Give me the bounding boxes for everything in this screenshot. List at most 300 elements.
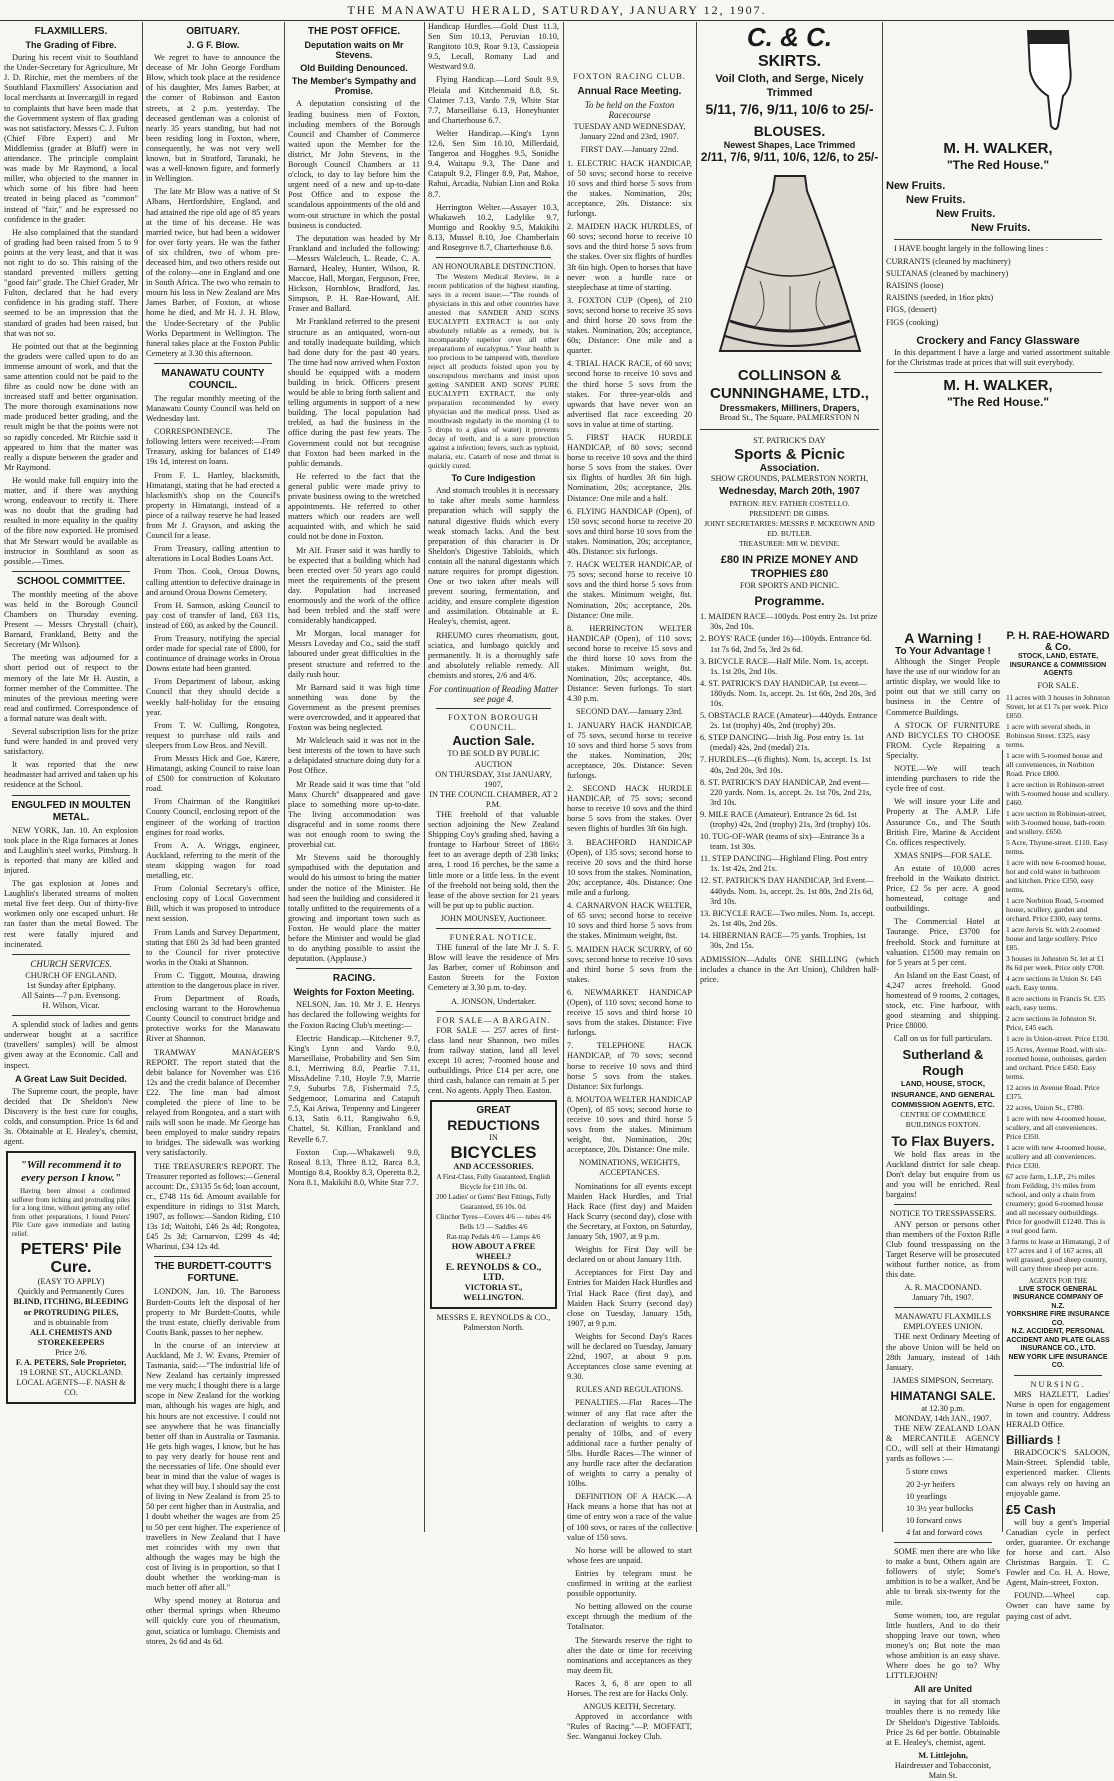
- article-paragraph: THE next Ordinary Meeting of the above Union will be held on 28th January, instead of 14th January.: [886, 1332, 1000, 1372]
- divider: [12, 1015, 130, 1016]
- skirts-price: 5/11, 7/6, 9/11, 10/6 to 25/-: [705, 101, 874, 117]
- blouses-heading: BLOUSES.: [753, 123, 826, 139]
- article-paragraph: From C. Tiggott, Moutoa, drawing attention to the dangerous place in river.: [146, 970, 280, 990]
- bike-line: A First-Class, Fully Guaranteed, English Bicycle for £10 10s. 0d.: [436, 1172, 551, 1191]
- article-paragraph: In this department I have a large and varied assortment suitable for the Christmas trade at prices that will suit everybody.: [886, 347, 1110, 367]
- rules-heading: RULES AND REGULATIONS.: [575, 1385, 684, 1395]
- bike-bicycles: BICYCLES: [450, 1142, 537, 1162]
- article-paragraph: NOTE.—We will teach intending purchasers to ride the cycle free of cost.: [886, 764, 1000, 794]
- littlejohn-address: Hairdresser and Tobacconist, Main St.: [894, 1760, 992, 1780]
- property-item: 1 acre section in Robinson-street, with 3-roomed house, bath-room and scullery. £650.: [1006, 808, 1107, 836]
- united-heading: All are United: [913, 1684, 972, 1695]
- sale-list: [886, 1467, 1000, 1538]
- collinson-name: COLLINSON & CUNNINGHAME, LTD.,: [710, 367, 869, 403]
- column-7: [886, 630, 1000, 1780]
- programme-item: 5. OBSTACLE RACE (Amateur)—440yds. Entrance 2s. 1st (trophy) 40s, 2nd (trophy) 20s.: [700, 711, 878, 731]
- flax-buyers-heading: To Flax Buyers.: [891, 1132, 995, 1149]
- bike-footer: MESSRS E. REYNOLDS & CO., Palmerston North.: [436, 1312, 551, 1332]
- blouses-price: 2/11, 7/6, 9/11, 10/6, 12/6, to 25/-: [700, 150, 879, 165]
- divider: [12, 954, 130, 955]
- divider: [894, 239, 1102, 240]
- article-paragraph: From Treasury, notifying the special order made for special rate of £800, for continuance of drainage works in Oroua Downs estate had been granted.: [146, 633, 280, 674]
- race-entry: 6. NEWMARKET HANDICAP (Open), of 110 sovs; second horse to receive 15 sovs and third horse 10 sovs from the stakes. Distance: Five furlongs.: [567, 987, 692, 1038]
- article-paragraph: The meeting was adjourned for a short period out of respect to the memory of the late Mr H. Austin, a former member of the Committee. The minutes of the previous meeting were read and confirmed. Correspondence of a formal nature was dealt with.: [4, 653, 138, 723]
- fruit-line: New Fruits.: [906, 194, 966, 206]
- race-entry: 7. TELEPHONE HACK HANDICAP, of 70 sovs; second horse to receive 10 sovs and third horse 5 sovs from the stakes. Distance: Six furlongs.: [567, 1041, 692, 1091]
- bicycles-ad: [430, 1100, 557, 1309]
- article-paragraph: THE freehold of that valuable section adjoining the New Zealand Shipping Coy's grading shed, having a frontage to Harbour Street of 186½ feet to an average depth of 238 links; area, 1 rood 16 perches, be the same a little more or a little less. In the event of the freehold not being sold, then the lease of the above section for 21 years will be put up to public auction.: [428, 809, 559, 910]
- bike-acc: AND ACCESSORIES.: [453, 1161, 534, 1171]
- article-paragraph: PENALTIES.—Flat Races—The winner of any flat race after the declaration of weights to carry a penalty of 10lbs, and of every additional race a further penalty of 5lbs. Hurdle Races—The winner of any hurdle race after the declaration of weights to carry a penalty of 10lbs.: [567, 1398, 692, 1489]
- programme-item: 9. MILE RACE (Amateur). Entrance 2s 6d. 1st (trophy) 42s, 2nd (trophy) 21s, 3rd (trophy) 10s.: [700, 809, 871, 829]
- article-paragraph: Races 3, 6, 8 are open to all Horses. The rest are for Hacks Only.: [567, 1678, 692, 1698]
- agent-company: YORKSHIRE FIRE INSURANCE CO.: [1006, 1311, 1110, 1327]
- column-6: [700, 22, 879, 1532]
- article-paragraph: He pointed out that at the beginning the graders were called upon to do an immense amount of work, and that the same attention could not be paid to the fibre as could now be done with an increased staff and better organisation. The more thorough examinations now made produced better grading, and the result might be that the points were not so rapidly conceded. Mr Ritchie said it appeared to him that the matter was really a dispute between the grader and Mr Raymond.: [4, 341, 138, 472]
- race-entry: 4. TRIAL HACK RACE, of 60 sovs; second horse to receive 10 sovs and the third horse 5 sovs from the stakes. For three-year-olds and upwards that have never won an advertised flat race exceeding 20 sovs in value at time of starting.: [567, 359, 692, 429]
- walker-list: [886, 257, 1110, 328]
- ad-line: LOCAL AGENTS—F. NASH & CO.: [16, 1378, 126, 1398]
- walker-item: FIGS, (dessert): [886, 305, 937, 315]
- xmas-heading: XMAS SNIPS—FOR SALE.: [894, 850, 992, 860]
- column-rule: [424, 22, 425, 1532]
- column-3: [288, 22, 420, 1532]
- fruit-line: New Fruits.: [936, 208, 996, 220]
- cc-skirts-ad: [700, 22, 879, 423]
- bike-line: Rat-trap Pedals 4/6 — Lamps 4/6: [446, 1233, 541, 1242]
- race-entry: 7. HACK WELTER HANDICAP, of 75 sovs; second horse to receive 10 sovs and the third horse 5 sovs from the stakes. Minimum weight, 8st. Nomination, 20s; acceptance, 20s. Distance: One mile.: [567, 560, 692, 620]
- article-paragraph: Nominations for all events except Maiden Hack Hurdles, and Trial Hack Race (first day) and Maiden Hack Scurry (second day), close with the Secretary, at Foxton, on Saturday, January 5th, 1907, at 9 p.m.: [567, 1181, 692, 1242]
- article-paragraph: Some women, too, are regular little hustlers, And to do their shopping leave our town, when money's on; But note the man whose ambition is an easy shave. Where does he go to? Why LITTLEJOHN!: [886, 1610, 1000, 1681]
- divider: [894, 1307, 992, 1308]
- article-paragraph: From Chairman of the Rangitikei County Council, enclosing report of the engineer of the working of traction engines for road works.: [146, 797, 280, 837]
- article-paragraph: Why spend money at Rotorua and other thermal springs when Rheumo will quickly cure you of rheumatism, gout, sciatica or lumbago. Chemists and stores, 2s 6d and 4s 6d.: [146, 1596, 280, 1646]
- property-item: 1 acre with new 6-roomed house, hot and cold water in bathroom and kitchen. Price £350, easy terms.: [1006, 857, 1106, 894]
- walker-item: FIGS (cooking): [886, 317, 939, 327]
- property-item: 1 acre section in Robinson-street with 5-roomed house and scullery. £460.: [1006, 779, 1110, 807]
- programme-item: 4. ST. PATRICK'S DAY HANDICAP, 1st event—180yds. Nom. 1s, accept. 2s. 1st 60s, 2nd 20s, 3rd 10s.: [700, 678, 876, 708]
- obituary-heading: OBITUARY.: [186, 26, 240, 37]
- article-paragraph: He also complained that the standard of grading had been raised from 5 to 9 points at the very least, and that it was not right to do so. This raising of the standard prevented millers getting "good fair" grade. The Chief Grader, Mr Fulton, declared that he had every confidence in his grading staff. There seemed to be an impression that the standard of grades had been raised, but that was not so.: [4, 227, 138, 338]
- article-paragraph: The regular monthly meeting of the Manawatu County Council was held on Wednesday last.: [146, 393, 280, 424]
- race-entry: 1. JANUARY HACK HANDICAP, of 75 sovs, second horse to receive 10 sovs and third horse 5 sovs from the stakes. Nomination, 20s; acceptance, 20s. Distance: Seven furlongs.: [567, 720, 692, 780]
- skirts-heading: SKIRTS.: [757, 53, 822, 70]
- sports-assoc: Association.: [759, 463, 820, 475]
- article-paragraph: From Treasury, calling attention to alterations in Local Bodies Loans Act.: [146, 544, 280, 564]
- article-paragraph: The Supreme court, the people, have decided that Dr Sheldon's New Discovery is the best cure for coughs, colds, and consumption. Price 1s 6d and 3s. Obtainable at E. Healey's, chemist, agent.: [4, 1086, 138, 1147]
- flaxmillers-heading: FLAXMILLERS.: [34, 26, 108, 37]
- bike-great: GREAT: [476, 1105, 511, 1117]
- divider: [894, 372, 1102, 373]
- property-item: 11 acres with 3 houses in Johnston Street, let at £1 7s per week. Price £850.: [1006, 692, 1110, 720]
- trespass-heading: NOTICE TO TRESSPASSERS.: [889, 1209, 997, 1219]
- article-paragraph: LONDON, Jan. 10. The Baroness Burdett-Coutts left the disposal of her property to Mr Burdett-Coutts, while the trust estate, chiefly derivable from Coutts Bank, passes to her nephew.: [146, 1287, 280, 1337]
- rae-howard-subheading: STOCK, LAND, ESTATE, INSURANCE & COMMISSION AGENTS: [1009, 653, 1107, 678]
- sale-item: 10 forward cows: [906, 1515, 962, 1525]
- article-paragraph: The deputation was headed by Mr Frankland and included the following:—Messrs Walcleuch, L. Reade, C. A. Barnard, Healey, Hunter, Wilson, R. Maccoe, Hall, Morgan, Ferguson, Free, Hickson, Hornblow, Bradford, Jas. Simpson, P. H. Rae-Howard, Alf. Fraser and Ballard.: [288, 233, 420, 314]
- article-paragraph: From Lands and Survey Department, stating that £60 2s 3d had been granted to the Council for river protective works in the Otaki at Shannon.: [146, 927, 280, 967]
- property-item: 1 acre with 5-roomed house and all conveniences, in Norbiton Road. Price £800.: [1006, 750, 1103, 778]
- article-paragraph: THE NEW ZEALAND LOAN & MERCANTILE AGENCY CO., will sell at their Himatangi yards as follows :—: [886, 1424, 1000, 1464]
- annual-heading: Annual Race Meeting.: [577, 86, 682, 98]
- secretary-signature: ANGUS KEITH, Secretary.: [583, 1702, 676, 1712]
- property-item: 3 houses in Johnston St. let at £1 8s 6d per week. Price only £700.: [1006, 953, 1105, 972]
- ad-title: PETERS' Pile Cure.: [20, 1241, 122, 1277]
- walker-item: RAISINS (seeded, in 16oz pkts): [886, 293, 994, 303]
- article-paragraph: From A. A. Wriggs, engineer, Auckland, referring to the merit of the steam skipping wagon for road metalling, etc.: [146, 840, 280, 881]
- sale-line: at 12.30 p.m.: [921, 1403, 965, 1413]
- lawsuit-heading: A Great Law Suit Decided.: [15, 1073, 127, 1084]
- sports-officer: JOINT SECRETARIES: MESSRS P. MCKEOWN AND ED. BUTLER.: [704, 518, 875, 538]
- programme-item: 8. ST. PATRICK'S DAY HANDICAP, 2nd event—220 yards. Nom. 1s, accept. 2s. 1st 70s, 2nd 21s, 3rd 10s.: [700, 777, 872, 807]
- first-day: FIRST DAY.—January 22nd.: [580, 145, 679, 155]
- admission: ADMISSION—Adults ONE SHILLING (which includes a chance in the Art Union), Children half-price.: [700, 955, 879, 985]
- ad-line: BLIND, ITCHING, BLEEDING or PROTRUDING PILES,: [13, 1297, 129, 1317]
- divider: [436, 1011, 551, 1012]
- column-2: [146, 22, 281, 1646]
- property-item: 22 acres, Union St., £780.: [1006, 1102, 1084, 1112]
- article-paragraph: NELSON, Jan. 10. Mr J. E. Henrys has declared the following weights for the Foxton Racing Club's meeting:—: [288, 1000, 420, 1030]
- race-entry: 8. MOUTOA WELTER HANDICAP (Open), of 85 sovs; second horse to receive 10 sovs and third horse 5 sovs from the stakes. Minimum weight, 8st. Nomination, 20s; acceptance, 20s. Distance: One mile.: [567, 1094, 692, 1155]
- article-paragraph: Mr Reade said it was time that "old Manx Church" disappeared and gave place to something more up-to-date. The living accommodation was disgraceful and in some rooms there was not enough room to swing the proverbial cat.: [288, 779, 420, 850]
- honour-heading: AN HONOURABLE DISTINCTION.: [431, 262, 556, 272]
- sports-heading: Sports & Picnic: [734, 446, 845, 464]
- bike-line: VICTORIA ST., WELLINGTON.: [463, 1282, 524, 1302]
- church-line: All Saints—7 p.m. Evensong.: [21, 990, 121, 1000]
- article-paragraph: In the course of an interview at Auckland, Mr J. W. Evans, Premier of Tasmania, said:—"The industrial life of New Zealand has certainly impressed me very much; I thought there is a large scope in New Zealand for the working man, although his wages are high, and his hours are not excessive. I could not see anywhere that he was financially better off than in Australia or Tasmania. He gets high wages, I know, but he has to pay very dearly for house rent and the necessaries of life. One should ever bear in mind that the value of wages is what they will buy. I should say the cost of living in New Zealand is from 25 to 50 per cent higher than in Australia, and I doubt whether the wages are from 25 to 50 per cent higher. The experience of travellers in New Zealand that I have met coincides with my own that although the wages may be high the cost of living is in proportion, so that I doubt whether the working-man is much better off after all.": [146, 1340, 280, 1593]
- nominations-heading: NOMINATIONS, WEIGHTS, ACCEPTANCES.: [578, 1158, 681, 1178]
- race-entry: 5. FIRST HACK HURDLE HANDICAP, of 80 sovs; second horse to receive 10 sovs and the third horse 5 sovs from the stakes. Over six flights of hurdles 3ft 6in high. Nomination, 20s; acceptance, 20s. Distance: One mile and a half.: [567, 433, 692, 503]
- article-paragraph: Foxton Cup.—Whakaweli 9.0, Roseal 8.13, Three 8.12, Barca 8.3, Montigo 8.4, Rookby 8.3, Operetta 8.2, Nora 8.1, Makikihi 8.0, White Star 7.7.: [288, 1147, 420, 1187]
- warning-heading: A Warning !: [904, 630, 982, 646]
- article-paragraph: I HAVE bought largely in the following lines :: [894, 244, 1049, 253]
- divider: [700, 429, 879, 430]
- burdett-heading: THE BURDETT-COUTT'S FORTUNE.: [154, 1261, 272, 1285]
- flaxmillers-subheading: The Grading of Fibre.: [25, 40, 117, 50]
- littlejohn-signature: M. Littlejohn,: [918, 1750, 968, 1760]
- warning-subheading: To Your Advantage !: [895, 646, 991, 657]
- annual-subheading: To be held on the Foxton Racecourse: [584, 100, 675, 121]
- walker-heading: M. H. WALKER,: [943, 140, 1053, 157]
- programme-item: 2. BOYS' RACE (under 16)—100yds. Entrance 6d. 1st 7s 6d, 2nd 5s, 3rd 2s 6d.: [700, 634, 872, 654]
- agents-for: AGENTS FOR THE: [1028, 1276, 1088, 1285]
- programme-item: 10. TUG-OF-WAR (teams of six)—Entrance 3s a team. 1st 30s.: [700, 832, 865, 852]
- article-paragraph: will buy a gent's Imperial Canadian cycle in perfect order, guarantee. Or exchange for horse and cart. Also Christmas Bargain. T. C. Fowler and Co. H. A. Howe, Agent, Main-street, Foxton.: [1006, 1517, 1110, 1588]
- cash-heading: £5 Cash: [1006, 1501, 1056, 1517]
- bike-in: IN: [489, 1132, 498, 1142]
- divider: [894, 1542, 992, 1543]
- programme-item: 1. MAIDEN RACE—100yds. Post entry 2s. 1st prize 30s, 2nd 10s.: [700, 612, 878, 632]
- article-paragraph: He referred to the fact that the general public were made privy to private business owing to the wretched appointments. He referred to other matters which our readers are well acquainted with, and which he said could not be done in Foxton.: [288, 471, 420, 542]
- article-paragraph: A deputation consisting of the leading business men of Foxton, including members of the Borough Council and Chamber of Commerce waited upon the Member for the district, Mr John Stevens, in the Borough Council Chambers at 11 o'clock, to day to lay before him the urgent need of a new and up-to-date Post Office and to expose the scandalous appointments of the old and worn-out structure in which the postal business is conducted.: [288, 99, 420, 230]
- sports-officer: PRESIDENT: DR GIBBS.: [749, 508, 830, 518]
- article-paragraph: Herrington Welter.—Assayer 10.3, Whakaweh 10.2, Ladylike 9.7, Montigo and Rookby 9.5, Makikihi 8.13, Mussel 8.10, Joe Chamberlain and Rosegrove 8.7, Charterhouse 8.6.: [428, 202, 559, 252]
- column-9: [1006, 630, 1110, 1621]
- article-paragraph: RHEUMO cures rheumatism, gout, sciatica, and lumbago quickly and permanently. It is a thoroughly safe and absolutely reliable remedy. All chemists and stores, 2/6 and 4/6.: [428, 630, 559, 680]
- race-entry: 2. SECOND HACK HURDLE HANDICAP, of 75 sovs; second horse to receive 10 sovs and the third horse 5 sovs from the stakes. Over seven flights of hurdles 3ft 6in high.: [567, 784, 692, 834]
- council-heading: MANAWATU COUNTY COUNCIL.: [161, 367, 265, 391]
- programme-item: 12. ST. PATRICK'S DAY HANDICAP, 3rd Event—440yds. Nom. 1s, accept. 2s. 1st 80s, 2nd 21s 6d, 3rd 10s.: [700, 876, 874, 906]
- article-paragraph: DEFINITION OF A HACK.—A Hack means a horse that has not at time of entry won a race of the value of 100 sovs, or races of the collective value of 150 sovs.: [567, 1492, 692, 1542]
- article-paragraph: Mr Stevens said he thoroughly sympathised with the deputation and would do his utmost to bring the matter under the notice of the Minister. He had seen the building and considered it totally unfitted to the requirements of a growing and important town such as Foxton. He would place the matter before the Minister and would be glad to do anything possible to assist the deputation. (Applause.): [288, 853, 420, 964]
- article-paragraph: Electric Handicap.—Kitchener 9.7, King's Lynn and Vardo 9.0, Marseillaise, Probability and Sen Sim 8.1, Merriwing 8.0, Pearlie 7.11, MissAdeline 7.10, Hoyle 7.9, Marrie 7.9, Suburbs 7.8, Fishermaid 7.5, Sedgemoor, Lomarina and Catapult 7.5, Kai Ariwa, Tenpenny and Lingerer 6.13, Satis 6.11, Rangiwaho 6.9, Chattel, St. Killian, Frankland and Revelle 6.7.: [288, 1033, 420, 1144]
- fruit-line: New Fruits.: [886, 180, 946, 192]
- trespass-date: January 7th, 1907.: [912, 1293, 974, 1303]
- article-paragraph: A splendid stock of ladies and gents underwear bought at a sacrifice (travellers' samples) will be almost given away at the Economic. Call and inspect.: [4, 1020, 138, 1070]
- sale-item: 10 yearlings: [906, 1491, 947, 1501]
- article-paragraph: Although the Singer People have the use of our window for an artistic display, we would like to point out that we still carry on business in the Centre of Commerce Buildings.: [886, 657, 1000, 717]
- column-rule: [696, 22, 697, 1532]
- property-item: 15 Acres, Avenue Road, with six-roomed house, outhouses, garden and orchard. Price £450. Easy terms.: [1006, 1044, 1107, 1081]
- rae-howard-list: [1006, 693, 1110, 1273]
- article-paragraph: Mr Walcleuch said it was not in the best interests of the town to have such a delapidated structure doing duty for a Post Office.: [288, 736, 420, 776]
- trespass-signature: A. R. MACDONAND.: [904, 1283, 982, 1293]
- article-paragraph: THE TREASURER'S REPORT. The Treasurer reported as follows:—General account: Dr., £3135 5s 6d; loan account, cr., £748 11s 6d. Amount available for expenditure in ridings to 31st March, 1907, as follows:—Sandon Riding, £10 13s 1d; Waitohi, £46 2s 4d; Rongotea, £45 2s 3d; Carnarvon, £299 4s 4d; Wharinui, £34 12s 4d.: [146, 1161, 281, 1252]
- article-paragraph: SOME men there are who like to make a bust, Others again are followers of style; Some's ambition is to be a walker, And be able to break six-twenty for the mile.: [886, 1547, 1000, 1607]
- sutherland-address: CENTRE OF COMMERCE BUILDINGS FOXTON.: [900, 1109, 986, 1129]
- racing-subheading: Weights for Foxton Meeting.: [293, 987, 415, 998]
- ad-line: and is obtainable from: [33, 1317, 109, 1327]
- column-5: [567, 22, 692, 1742]
- fruit-line: New Fruits.: [971, 222, 1031, 234]
- sale-line: MONDAY, 14th JAN., 1907.: [894, 1414, 992, 1423]
- racing-heading: RACING.: [332, 973, 376, 985]
- article-paragraph: Call on us for full particulars.: [894, 1034, 993, 1044]
- divider: [12, 795, 130, 796]
- article-paragraph: Flying Handicap.—Lord Soult 9.9, Pleiala and Kitchenmaid 8.8, St. Claimer 7.13, Vardo 7.9, White Star 7.7, Marseillaise 6.13, Honeyhunter and Charterhouse 6.7.: [428, 75, 559, 125]
- article-paragraph: Acceptances for First Day and Entries for Maiden Hack Hurdles and Trial Hack Race (first day), and Maiden Hack Scurry (second day) close on Tuesday, January 15th, 1907, at 9 p.m.: [567, 1268, 692, 1328]
- property-item: 12 acres in Avenue Road. Price £375.: [1006, 1082, 1100, 1101]
- divider: [894, 1204, 992, 1205]
- crockery-heading: Crockery and Fancy Glassware: [916, 334, 1080, 347]
- divider: [436, 257, 551, 258]
- skirts-subheading: Voil Cloth, and Serge, Nicely Trimmed: [715, 73, 864, 99]
- column-rule: [1002, 750, 1003, 1532]
- race-entry: 6. FLYING HANDICAP (Open), of 150 sovs; second horse to receive 20 sovs and third horse 10 sovs from the stakes. Nomination, 20s; acceptance, 40s. Distance: six furlongs.: [567, 506, 692, 557]
- article-paragraph: FOR SALE — 257 acres of first-class land near Shannon, two miles from railway station, land all level except 10 acres; 7-roomed house and outbuildings. Price £14 per acre, one third cash, balance can remain at 5 per cent. No agents. Apply Theo. Easton.: [428, 1025, 559, 1096]
- article-paragraph: The Stewards reserve the right to alter the date or time for receiving nominations and acceptances as they may deem fit.: [567, 1635, 692, 1675]
- ad-line: Price 2/6.: [55, 1347, 87, 1357]
- church-heading: CHURCH SERVICES.: [30, 958, 112, 969]
- agent-company: N.Z. ACCIDENT, PERSONAL ACCIDENT AND PLATE GLASS INSURANCE CO., LTD.: [1006, 1328, 1110, 1353]
- article-paragraph: A STOCK OF FURNITURE AND BICYCLES TO CHOOSE FROM. Cycle Repairing a Specialty.: [886, 720, 1000, 760]
- sale-item: 4 fat and forward cows: [906, 1527, 983, 1537]
- article-paragraph: Weights for Second Day's Races will be declared on Tuesday, January 22nd, 1907, at about 9 p.m. Acceptances close same evening at 9.30.: [567, 1331, 692, 1382]
- article-paragraph: From Department of Roads, enclosing warrant to the Horowhenua County Council to construct bridge and protective works for the Manawatu River at Shannon.: [146, 994, 280, 1044]
- walker-heading: M. H. WALKER,: [943, 376, 1053, 394]
- walker-ad: [886, 22, 1110, 140]
- divider: [154, 1256, 272, 1257]
- article-paragraph: During his recent visit to Southland the Under-Secretary for Agriculture, Mr J. D. Ritchie, met the members of the Southland Flaxmillers' Association and local merchants at Invercargill in regard to complaints that have been made that the Government system of flax grading was not satisfactory. Messrs C. J. Fulton (Chief Fibre Expert) and Mr Middlemiss (grader at Bluff) were in attendance. The principle complaint was made by Mr Raymond, a local miller, who objected to the manner in which some of his fibre had been treated in being placed as "common" instead of "fair," and he expressed no confidence in the grader.: [4, 53, 138, 224]
- divider: [1014, 1375, 1102, 1376]
- programme-item: 3. BICYCLE RACE—Half Mile. Nom. 1s, accept. 1s. 1st 20s, 2nd 10s.: [700, 656, 869, 676]
- property-item: 4 acre sections in Union St. £45 each. Easy terms.: [1006, 973, 1102, 992]
- divider: [436, 928, 551, 929]
- sports-pre: ST. PATRICK'S DAY: [753, 436, 826, 446]
- programme-list: [700, 612, 879, 951]
- prize-money: £80 IN PRIZE MONEY AND TROPHIES £80: [720, 554, 859, 581]
- walker-item: RAISINS (loose): [886, 281, 944, 291]
- church-line: 1st Sunday after Epiphany.: [26, 980, 116, 990]
- article-paragraph: The monthly meeting of the above was held in the Borough Council Chambers on Thursday evening. Present — Messrs Chrystall (chair), Barnard, Frankland, Betty and the Secretary (Mr Wilson).: [4, 589, 138, 650]
- rae-howard-heading: P. H. RAE-HOWARD: [1006, 630, 1110, 642]
- divider: [12, 571, 130, 572]
- article-paragraph: An estate of 10,000 acres freehold in the Waikato district. Price, £2 5s per acre. A good homestead, cottage and outbuildings.: [886, 863, 1000, 914]
- sutherland-subheading: LAND, HOUSE, STOCK, INSURANCE, AND GENERAL COMMISSION AGENTS, ETC.: [891, 1079, 995, 1109]
- article-paragraph: Entries by telegram must be confirmed in writing at the earliest possible opportunity.: [567, 1568, 692, 1599]
- property-item: 3 farms to lease at Himatangi, 2 of 177 acres and 1 of 167 acres, all well grassed, good sheep country, will carry three sheep per acre.: [1006, 1236, 1110, 1273]
- article-paragraph: We will insure your Life and Property at The A.M.P. Life Assurance Co., and The South British Fire, Marine & Accident Co. offices respectively.: [886, 797, 1000, 847]
- race-entry: 5. MAIDEN HACK SCURRY, of 60 sovs; second horse to receive 10 sovs and third horse 5 sovs from the stakes.: [567, 944, 692, 984]
- sports-where: SHOW GROUNDS, PALMERSTON NORTH,: [710, 474, 869, 484]
- racing-club-heading: FOXTON RACING CLUB.: [573, 72, 686, 81]
- property-item: 1 acre with new 4-roomed house, scullery, and all conveniences. Price £350.: [1006, 1113, 1106, 1141]
- article-paragraph: Mr Barnard said it was high time something was done by the Government as the present premises were overcrowded, and it appeared that Foxton was being neglected.: [288, 682, 420, 733]
- article-paragraph: He would make full enquiry into the matter, and if there was anything wrong, endeavour to rectify it. There was no doubt that the grading had resulted in more equality in the quality of the fibre now exported. He promised that Mr Stewart would be available as instructor in Southland as soon as possible.—Times.: [4, 475, 138, 566]
- race-entry: 3. BEACHFORD HANDICAP (Open), of 135 sovs; second horse to receive 20 sovs and the third horse 10 sovs from the stakes. Nomination, 20s; acceptance, 40s. Distance: One mile and a furlong.: [567, 837, 692, 898]
- obituary-subheading: J. G F. Blow.: [186, 40, 240, 50]
- column-rule: [882, 22, 883, 1532]
- sale-item: 10 3½ year bullocks: [906, 1503, 974, 1513]
- sports-officer: TREASURER: MR W. DEVINE.: [738, 539, 841, 549]
- masthead: THE MANAWATU HERALD, SATURDAY, JANUARY 12, 1907.: [0, 0, 1114, 21]
- billiards-heading: Billiards !: [1006, 1433, 1061, 1448]
- blouses-subheading: Newest Shapes, Lace Trimmed: [723, 140, 856, 150]
- divider: [296, 968, 412, 969]
- race-entry: 3. FOXTON CUP (Open), of 210 sovs; second horse to receive 35 sovs and third horse 20 sovs from the stakes. Nomination, 20s; acceptance, 60s; Distance: One mile and a quarter.: [567, 295, 692, 356]
- article-paragraph: Several subscription lists for the prize fund were handed in and proved very satisfactory.: [4, 727, 138, 757]
- skirt-illustration: [715, 171, 865, 361]
- article-paragraph: in saying that for all stomach troubles there is no remedy like Dr Sheldon's Digestive Tabloids. Price 2s 6d per bottle. Obtainable at E. Healey's, chemist, agent.: [886, 1697, 1000, 1747]
- property-item: 1 acre in Union-street. Price £130.: [1006, 1033, 1110, 1043]
- article-paragraph: From Messrs Hick and Goe, Karere, Himatangi, asking Council to raise loan of £500 for construction of Kokutaro road.: [146, 754, 280, 794]
- article-paragraph: From H. Samson, asking Council to pay cost of transfer of land, £63 11s, instead of £60, as asked by the Council.: [146, 600, 280, 630]
- borough-council-heading: FOXTON BOROUGH COUNCIL.: [448, 713, 539, 733]
- column-1: [4, 22, 138, 1532]
- ad-line: (EASY TO APPLY): [37, 1277, 105, 1287]
- article-paragraph: The Western Medical Review, in a recent publication of the highest standing, says in a recent issue:—"The rounds of physicians in this and other countries have attested that SANDER AND SONS EUCALYPTI EXTRACT is not only absolutely reliable as a remedy, but is incomparably superior over all other preparations of eucalyptus." Your health is too precious to be tampered with, therefore reject all products foisted upon you by unscrupulous merchants and insist upon getting SANDER AND SONS' PURE EUCALYPTI EXTRACT, the only preparation recommended by every physician and the medical press. Used as mouthwash regularly in the morning (1 to 5 drops to a glass of water) it prevents decay of teeth, and is a sure protection against a infection; fevers, such as typhoid, malaria, etc. Catarrh of nose and throat is quickly cured.: [428, 272, 559, 471]
- column-8: [886, 22, 1110, 628]
- race-entry: 1. ELECTRIC HACK HANDICAP, of 50 sovs; second horse to receive 10 sovs and third horse 5 sovs from the stakes. Nomination, 20s; acceptance, 20s. Distance: six furlongs.: [567, 158, 692, 219]
- bike-reductions: REDUCTIONS: [447, 1116, 540, 1133]
- ad-line: 19 LORNE ST., AUCKLAND.: [19, 1368, 123, 1378]
- walker-subheading: "The Red House.": [946, 394, 1050, 409]
- sale-item: 20 2-yr heifers: [906, 1479, 955, 1489]
- race-entry: 2. MAIDEN HACK HURDLES, of 60 sovs; second horse to receive 10 sovs and the third horse 5 sovs from the stakes. Over six flights of hurdles 3ft 6in high. Open to horses that have never won a hurdle race or steeplechase at time of starting.: [567, 222, 692, 292]
- ad-line: F. A. PETERS, Sole Proprietor,: [15, 1358, 127, 1368]
- collinson-address: Broad St., The Square, PALMERSTON N: [719, 413, 860, 423]
- article-paragraph: An Island on the East Coast, of 4,247 acres freehold. Good homestead of 9 rooms, 2 cottages, stock, etc. Fine harbour, with good steaming and shipping. Price £8000.: [886, 970, 1000, 1031]
- auction-line: TO BE SOLD BY PUBLIC AUCTION: [447, 749, 540, 769]
- programme-item: 14. HIBERNIAN RACE—75 yards. Trophies, 1st 30s, 2nd 15s.: [700, 930, 866, 951]
- property-item: 1 acre Jervis St. with 2-roomed house and large scullery. Price £85.: [1006, 924, 1100, 952]
- programme-heading: Programme.: [754, 594, 825, 609]
- column-rule: [142, 22, 143, 1532]
- pointing-hand-icon: [1018, 26, 1078, 136]
- continuation-note: For continuation of Reading Matter see page 4.: [428, 684, 559, 705]
- article-paragraph: No betting allowed on the course except through the medium of the Totalisator.: [567, 1602, 692, 1632]
- auction-line: ON THURSDAY, 31st JANUARY, 1907,: [435, 769, 552, 789]
- property-item: 1 acre with several sheds, in Robinson Street. £325, easy terms.: [1006, 721, 1091, 749]
- sports-officer: PATRON: REV. FATHER COSTELLO.: [729, 498, 850, 508]
- engulfed-heading: ENGULFED IN MOULTEN METAL.: [11, 799, 131, 823]
- ad-quote: "Will recommend it to every person I know.": [20, 1159, 122, 1185]
- article-paragraph: From T. W. Cullimg, Rongotea, request to purchase old rails and sleepers from Low Bros. and Nevill.: [146, 720, 280, 750]
- church-line: H. Wilson, Vicar.: [42, 1001, 100, 1011]
- post-office-subheading: Old Building Denounced.: [300, 63, 408, 74]
- indigestion-heading: To Cure Indigestion: [451, 473, 536, 484]
- article-paragraph: Welter Handicap.—King's Lynn 12.6, Sen Sim 10.10, Millerdaid, Tangeroa and Hogghes 9.5, Sonidhe 9.4, Waitapu 9.3, The Dane and Catapult 9.2, Flinger 8.9, Pat, Mahoe, Rahui, Arcadia, Nubian Lion and Roka 8.7.: [428, 128, 559, 199]
- programme-item: 6. STEP DANCING—Irish Jig. Post entry 1s. 1st (medal) 42s, 2nd (medal) 21s.: [700, 733, 864, 753]
- article-paragraph: The late Mr Blow was a native of St Albans, Hertfordshire, England, and had attained the ripe old age of 85 years at the time of his decease. He was married twice, but had been a widower for over forty years. He was the father of six children, two of whom pre-deceased him, and two others reside out of the colony—one in England and one in South Africa. The two who remain to mourn his loss in New Zealand are Mrs James Barber, of Foxton, at whose home he died, and Mr H. J. H. Blow, the Under-Secretary of the Public Works Department in Wellington. The funeral takes place at the Foxton Public Cemetery at 3.30 this afternoon.: [146, 187, 280, 358]
- walker-subheading: "The Red House.": [946, 158, 1050, 172]
- article-paragraph: Mr Alf. Fraser said it was hardly to be expected that a building which had been erected over 50 years ago could meet the requirements of the present day. Population had increased enormously and the work of the office had been trebled and the staff were considerably handicapped.: [288, 545, 420, 626]
- auction-signature: JOHN MOUNSEY, Auctioneer.: [440, 913, 547, 923]
- property-item: 1 acre Norbiton Road, 5-roomed house, scullery, garden and orchard. Price £300, easy terms.: [1006, 895, 1104, 923]
- ad-line: ALL CHEMISTS AND STOREKEEPERS: [29, 1327, 113, 1347]
- divider: [154, 363, 272, 364]
- property-item: 67 acre farm, L.I.P., 2½ miles from Feilding, 1½ miles from school, and only a chain from creamery; good 6-roomed house and all necessary outbuildings. Price for goodwill £1240. This is a real good farm.: [1006, 1171, 1106, 1235]
- article-paragraph: TRAMWAY MANAGER'S REPORT. The report stated that the debit balance for November was £16 12s and the credit balance of December £22. The line man had almost completed the piece of line to be relayed from Rongotea, and a start with rails will soon be made. Mr George has been employed to make sundry repairs to bridges. The sidewalk was working very satisfactorily.: [146, 1047, 280, 1158]
- article-paragraph: CORRESPONDENCE. The following letters were received:—From Treasury, asking for balances of £149 19s 1d, interest on loans.: [146, 427, 280, 467]
- post-office-subheading: Deputation waits on Mr Stevens.: [304, 40, 404, 61]
- article-paragraph: The Commercial Hotel at Taurange. Price, £3700 for freehold. Stock and furniture at valuation. £1500 may remain on for 5 years at 5 per cent.: [886, 917, 1000, 967]
- auction-line: IN THE COUNCIL CHAMBER, AT 2 P.M.: [429, 789, 558, 809]
- bike-line: HOW ABOUT A FREE WHEEL?: [451, 1242, 536, 1262]
- article-paragraph: From Colonial Secretary's office, enclosing copy of Local Government Bill, which it was proposed to introduce next session.: [146, 884, 280, 924]
- walker-item: SULTANAS (cleaned by machinery): [886, 269, 1009, 279]
- bike-line: 200 Ladies' or Gents' Best Fittings, Fully Guaranteed, £6 10s. 0d.: [436, 1192, 551, 1211]
- cc-logo: C. & C.: [746, 22, 833, 52]
- property-item: 1 acre with new 4-roomed house, scullery and all conveniences. Price £330.: [1006, 1142, 1106, 1170]
- bike-line: Bells 1/3 — Saddles 4/6: [459, 1223, 528, 1232]
- church-line: CHURCH OF ENGLAND.: [25, 970, 117, 980]
- programme-item: 11. STEP DANCING—Highland Fling. Post entry 1s. 1st 42s, 2nd 21s.: [700, 854, 868, 874]
- bargain-heading: FOR SALE—A BARGAIN.: [436, 1015, 551, 1025]
- article-paragraph: THE funeral of the late Mr J. S. F. Blow will leave the residence of Mrs Jas Barber, corner of Robinson and Easton Streets for the Foxton Cemetery at 3.30 p.m. to-day.: [428, 943, 559, 993]
- article-paragraph: From F. L. Hartley, blacksmith, Himatangi, stating that he had erected a blacksmith's shop on the Council's property in Himatangi, instead of a piece of a railway reserve he had leased from Mr J. Grayson, and asking the Council for a lease.: [146, 470, 280, 541]
- union-heading: MANAWATU FLAXMILLS EMPLOYEES UNION.: [894, 1312, 992, 1332]
- property-item: 2 acre sections in Johnston St. Price, £45 each.: [1006, 1013, 1097, 1032]
- race-dates: TUESDAY AND WEDNESDAY, January 22nd and 23rd, 1907.: [573, 122, 686, 142]
- nursing-heading: NURSING.: [1030, 1379, 1086, 1389]
- article-paragraph: Mr Morgan, local manager for Messrs Loveday and Co., said the staff laboured under great difficulties in the present structure and referred to the daily rush hour.: [288, 629, 420, 679]
- race-entry: 8. HERRINGTON WELTER HANDICAP (Open), of 110 sovs; second horse to receive 15 sovs and the third horse 10 sovs from the stakes. Minimum weight, 8st. Nomination, 20s; acceptance, 40s. Distance: Seven furlongs. To start 4.30 p.m.: [567, 623, 692, 704]
- race-entry: 4. CARNARVON HACK WELTER, of 65 sovs; second horse to receive 10 sovs and third horse 5 sovs from the stakes. Minimum weight, 8st.: [567, 901, 692, 941]
- article-paragraph: We regret to have to announce the decease of Mr John George Fordham Blow, which took place at the residence of his daughter, Mrs James Barber, at the corner of Robinson and Easton streets, at 2 p.m. yesterday. The deceased gentleman was a colonist of nearly 35 years standing, but had not been residing long in Foxton, where, consequently, he was not very well known, but in Stratford, Taranaki, he was a well-known figure, and formerly in Wellington.: [146, 53, 280, 184]
- funeral-heading: FUNERAL NOTICE.: [449, 933, 538, 942]
- bike-line: E. REYNOLDS & CO., LTD.: [445, 1262, 542, 1283]
- column-rule: [563, 22, 564, 1532]
- bike-line: Clincher Tyres—Covers 4/6 — tubes 4/6: [436, 1213, 551, 1222]
- himatangi-heading: HIMATANGI SALE.: [890, 1388, 996, 1403]
- sutherland-heading: Sutherland & Rough: [902, 1047, 984, 1079]
- article-paragraph: Weights for First Day will be declared on or about January 11th.: [567, 1245, 692, 1265]
- walker-item: CURRANTS (cleaned by machinery): [886, 257, 1011, 267]
- ad-line: Quickly and Permanently Cures: [17, 1287, 125, 1297]
- article-paragraph: BRADCOCK'S SALOON, Main-Street. Splendid table, experienced marker. Clients can always rely on having an enjoyable game.: [1006, 1448, 1110, 1498]
- article-paragraph: No horse will be allowed to start whose fees are unpaid.: [567, 1545, 692, 1565]
- article-paragraph: From Department of labour, asking Council that they should decide a weekly half-holiday for the ensuing year.: [146, 677, 280, 717]
- rae-howard-sale: FOR SALE.: [1037, 680, 1079, 690]
- rae-howard-co: & Co.: [1044, 642, 1072, 653]
- article-paragraph: Mr Frankland referred to the present structure as an antiquated, worn-out and totally inadequate building, which had done duty for the past 40 years. The time had now arrived when Foxton should be equipped with a modern building in brick. Officers present would be able to bring forth salient and telling arguments in support of a new building. The local population had trebled, as had the business in the office during the past few years. The Government could not but recognise that Foxton had been marked in the public demands.: [288, 317, 420, 468]
- article-paragraph: The gas explosion at Jones and Laughlin's liberated streams of molten metal five feet deep. Out of thirty-five workmen only one escaped unhurt. He ran faster than the metal flowed. The rest were fatally injured and incinerated.: [4, 879, 138, 949]
- funeral-signature: A. JONSON, Undertaker.: [450, 996, 537, 1006]
- article-paragraph: And stomach troubles it is necessary to take after meals some harmless preparation which will supply the natural digestive fluids which every weak stomach lacks. And the best preparation of this character is Dr Sheldon's Digestive Tabloids, which contain all the natural digestants which nature requires for prompt digestion. One or two taken after meals will prevent souring, fermentation, and acidity, and ensure complete digestion and assimilation. Obtainable at E. Healey's, chemist, agent.: [428, 486, 559, 627]
- programme-item: 7. HURDLES—(6 flights). Nom. 1s, accept. 1s. 1st 40s, 2nd 20s, 3rd 10s.: [700, 755, 871, 775]
- prize-sub: FOR SPORTS AND PICNIC.: [739, 581, 840, 591]
